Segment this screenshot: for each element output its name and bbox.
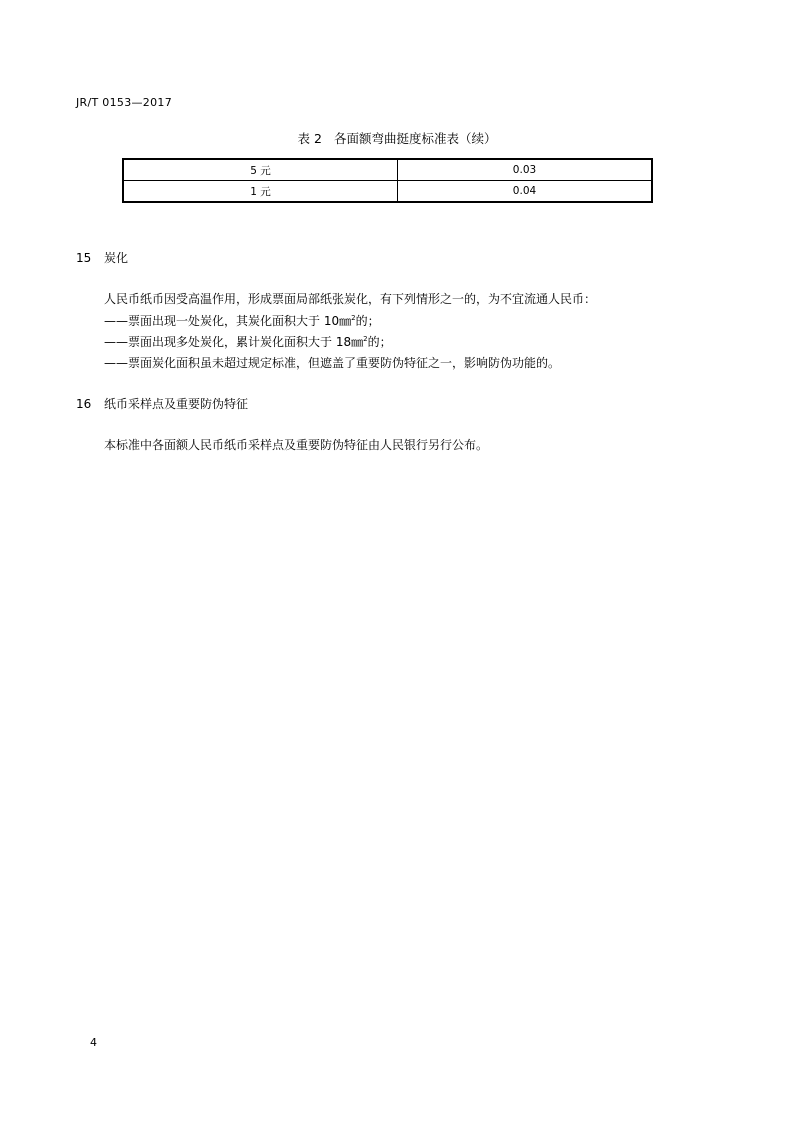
item-text: ——票面出现多处炭化，累计炭化面积大于 18㎜	[104, 335, 364, 349]
section-title: 纸币采样点及重要防伪特征	[104, 397, 249, 411]
stiffness-table	[122, 158, 653, 203]
section-16-heading	[76, 395, 248, 412]
value-cell: 0.04	[398, 181, 653, 203]
section-title: 炭化	[104, 251, 129, 265]
table-row	[123, 159, 652, 181]
table-caption-number: 表 2	[297, 131, 322, 146]
standard-code: JR/T 0153—2017	[76, 96, 172, 109]
table-row	[123, 181, 652, 203]
section-15-heading	[76, 249, 128, 266]
section-15-item-1	[104, 312, 380, 329]
item-text-end: 的；	[367, 335, 392, 349]
denomination-cell: 5 元	[123, 159, 398, 181]
value-cell: 0.03	[398, 159, 653, 181]
page-number: 4	[90, 1036, 97, 1049]
section-number: 15	[76, 251, 92, 265]
section-15-item-2	[104, 333, 392, 350]
item-text: ——票面出现一处炭化，其炭化面积大于 10㎜	[104, 314, 352, 328]
section-number: 16	[76, 397, 92, 411]
section-16-body: 本标准中各面额人民币纸币采样点及重要防伪特征由人民银行另行公布。	[104, 438, 489, 452]
section-15-item-3: ——票面炭化面积虽未超过规定标准，但遮盖了重要防伪特征之一，影响防伪功能的。	[104, 356, 561, 370]
table-caption-title: 各面额弯曲挺度标准表（续）	[333, 131, 497, 146]
item-text-end: 的；	[355, 314, 380, 328]
superscript: 2	[363, 335, 368, 343]
superscript: 2	[351, 314, 356, 322]
denomination-cell: 1 元	[123, 181, 398, 203]
table-caption	[0, 129, 794, 147]
section-15-intro: 人民币纸币因受高温作用，形成票面局部纸张炭化，有下列情形之一的，为不宜流通人民币：	[104, 292, 597, 306]
